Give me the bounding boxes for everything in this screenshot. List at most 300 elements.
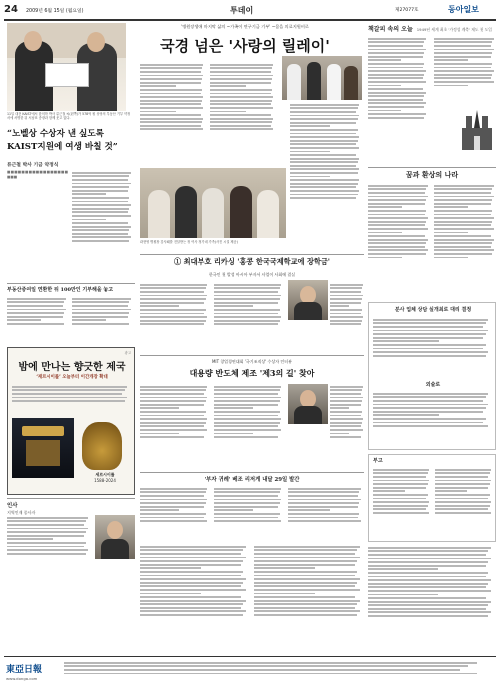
people-section <box>7 501 135 581</box>
text-line <box>7 542 86 544</box>
text-line <box>330 305 349 307</box>
text-line <box>72 316 128 318</box>
text-line <box>373 480 429 482</box>
obituary-box <box>368 454 496 542</box>
text-line <box>330 313 361 315</box>
text-line <box>72 197 129 199</box>
text-line <box>140 415 204 417</box>
text-line <box>368 81 426 83</box>
text-line <box>434 239 494 241</box>
text-line <box>368 249 428 251</box>
text-line <box>210 107 273 109</box>
text-line <box>368 583 488 585</box>
text-line <box>434 63 492 65</box>
people-sub: 지역인재 종사자 <box>7 510 36 515</box>
text-line <box>7 549 88 551</box>
text-line <box>434 56 491 58</box>
text-line <box>434 49 494 51</box>
ad-phone: 1588-2024 <box>94 478 116 483</box>
text-line <box>140 386 207 388</box>
text-line <box>72 179 128 181</box>
text-line <box>140 107 203 109</box>
text-line <box>290 151 330 153</box>
text-line <box>140 578 246 580</box>
text-line <box>140 600 246 602</box>
text-line <box>140 397 207 399</box>
text-line <box>7 517 88 519</box>
text-line <box>368 214 425 216</box>
text-line <box>140 549 243 551</box>
text-line <box>373 348 483 350</box>
text-line <box>64 673 477 675</box>
ad-image <box>12 418 74 478</box>
text-line <box>140 284 207 286</box>
text-line <box>140 103 201 105</box>
feature-body-col1 <box>140 62 206 166</box>
text-line <box>368 85 401 87</box>
text-line <box>210 103 271 105</box>
text-line <box>214 488 281 490</box>
text-line <box>330 411 362 413</box>
text-line <box>373 425 488 427</box>
text-line <box>254 557 360 559</box>
text-line <box>373 330 488 332</box>
text-line <box>435 476 488 478</box>
text-line <box>330 320 362 322</box>
text-line <box>64 662 477 664</box>
text-line <box>140 560 243 562</box>
text-line <box>330 436 361 438</box>
text-line <box>210 125 271 127</box>
text-line <box>368 95 424 97</box>
ad-subtitle: ‘재르시이를’ 오늘부터 이간개장 확대 <box>36 375 108 380</box>
text-line <box>210 128 273 130</box>
text-line <box>290 111 356 113</box>
text-line <box>12 400 125 402</box>
text-line <box>7 316 63 318</box>
text-line <box>214 397 281 399</box>
text-line <box>140 305 179 307</box>
text-line <box>254 585 355 587</box>
text-line <box>140 509 179 511</box>
text-line <box>140 433 179 435</box>
text-line <box>140 564 241 566</box>
text-line <box>434 188 492 190</box>
text-line <box>368 74 424 76</box>
text-line <box>330 302 361 304</box>
text-line <box>368 192 425 194</box>
text-line <box>214 502 280 504</box>
text-line <box>368 49 426 51</box>
text-line <box>434 52 492 54</box>
text-line <box>368 550 488 552</box>
column-body-1 <box>368 183 430 298</box>
text-line <box>140 128 203 130</box>
text-line <box>368 70 426 72</box>
text-line <box>434 59 468 61</box>
text-line <box>368 221 426 223</box>
text-line <box>254 589 360 591</box>
text-line <box>140 607 241 609</box>
text-line <box>373 487 426 489</box>
text-line <box>7 538 53 540</box>
text-line <box>140 585 241 587</box>
banner-body-2 <box>214 282 284 352</box>
text-line <box>210 114 271 116</box>
text-line <box>290 143 356 145</box>
grid-box-notice-title: 외슐로 <box>425 382 441 388</box>
text-line <box>368 99 423 101</box>
award-ceremony-photo <box>7 23 126 111</box>
text-line <box>330 400 362 402</box>
text-line <box>140 78 202 80</box>
photo-caption <box>128 23 132 103</box>
left-article-body <box>7 296 68 344</box>
text-line <box>368 579 491 581</box>
header-rule <box>4 19 496 21</box>
feature-photo-2 <box>140 168 286 238</box>
text-line <box>214 287 280 289</box>
text-line <box>368 601 491 603</box>
text-line <box>140 400 206 402</box>
text-line <box>330 284 363 286</box>
text-line <box>254 614 357 616</box>
text-line <box>214 320 280 322</box>
text-line <box>368 113 426 115</box>
text-line <box>373 512 429 514</box>
text-line <box>368 56 423 58</box>
text-line <box>140 75 203 77</box>
people-portrait <box>95 515 135 559</box>
text-line <box>373 326 483 328</box>
text-line <box>254 603 357 605</box>
text-line <box>368 188 426 190</box>
text-line <box>330 298 362 300</box>
text-line <box>214 495 278 497</box>
column-body-2 <box>434 183 496 298</box>
text-line <box>140 71 201 73</box>
text-line <box>7 531 86 533</box>
text-line <box>7 528 88 530</box>
text-line <box>210 89 272 91</box>
ad-box[interactable] <box>7 347 135 495</box>
text-line <box>140 488 207 490</box>
text-line <box>140 389 206 391</box>
text-line <box>12 389 125 391</box>
text-line <box>330 287 362 289</box>
text-line <box>288 517 358 519</box>
text-line <box>373 422 483 424</box>
text-line <box>140 291 204 293</box>
text-line <box>373 469 429 471</box>
text-line <box>434 232 468 234</box>
text-line <box>210 71 271 73</box>
text-line <box>330 309 362 311</box>
text-line <box>254 571 357 573</box>
text-line <box>330 407 349 409</box>
award-kicker: MIT 창업경연대회 '국기조직상' 수상자 인터뷰 <box>211 359 293 364</box>
text-line <box>368 38 426 40</box>
text-line <box>210 121 272 123</box>
text-line <box>368 561 488 563</box>
text-line <box>214 284 281 286</box>
text-line <box>330 295 363 297</box>
banner-body-3 <box>330 282 364 352</box>
text-line <box>214 316 281 318</box>
text-line <box>214 517 278 519</box>
ad-tag: 광고 <box>124 351 131 355</box>
text-line <box>290 118 358 120</box>
text-line <box>7 323 64 325</box>
text-line <box>434 192 491 194</box>
text-line <box>140 295 207 297</box>
text-line <box>373 396 486 398</box>
text-line <box>254 582 357 584</box>
text-line <box>368 77 423 79</box>
text-line <box>368 608 486 610</box>
text-line <box>435 472 490 474</box>
text-line <box>368 228 428 230</box>
text-line <box>72 204 131 206</box>
text-line <box>368 206 402 208</box>
text-line <box>214 389 280 391</box>
text-line <box>254 549 357 551</box>
text-line <box>72 172 131 174</box>
text-line <box>373 411 483 413</box>
text-line <box>330 389 362 391</box>
text-line <box>72 319 106 321</box>
sidebar-notice-body-1 <box>368 36 428 161</box>
left-article-body-2 <box>72 296 133 344</box>
ad-title: 밤에 만나는 향긋한 제국 <box>18 362 126 373</box>
text-line <box>373 333 486 335</box>
text-line <box>368 597 486 599</box>
text-line <box>290 194 358 196</box>
text-line <box>373 501 429 503</box>
text-line <box>140 491 206 493</box>
issue-date: 2009년 6월 15일 (월요일) <box>26 9 84 14</box>
text-line <box>140 429 207 431</box>
grid-box-title: 분사 업체 상담 실개최로 대리 결정 <box>394 307 472 313</box>
text-line <box>330 422 362 424</box>
text-line <box>330 291 361 293</box>
text-line <box>435 480 491 482</box>
text-line <box>214 298 280 300</box>
text-line <box>140 309 206 311</box>
text-line <box>434 214 491 216</box>
banner-headline: ① 최대부호 리카싱 '홍콩 한국국제학교에 장학금' <box>173 257 331 266</box>
text-line <box>290 176 330 178</box>
text-line <box>368 63 424 65</box>
text-line <box>434 85 468 87</box>
text-line <box>140 316 207 318</box>
text-line <box>140 614 243 616</box>
text-line <box>290 104 359 106</box>
text-line <box>290 125 330 127</box>
text-line <box>290 165 356 167</box>
text-line <box>72 226 131 228</box>
text-line <box>434 242 492 244</box>
text-line <box>64 669 460 671</box>
text-line <box>368 203 425 205</box>
text-line <box>254 564 355 566</box>
ad-brand: 세르시이를 <box>95 472 115 477</box>
text-line <box>368 242 426 244</box>
text-line <box>254 607 355 609</box>
text-line <box>368 88 423 90</box>
text-line <box>214 415 278 417</box>
footer-url: www.donga.com <box>6 676 38 681</box>
text-line <box>254 593 315 595</box>
text-line <box>368 232 402 234</box>
text-line <box>290 197 356 199</box>
text-line <box>214 433 253 435</box>
text-line <box>72 186 129 188</box>
text-line <box>373 418 486 420</box>
bottom-body-far <box>368 545 496 653</box>
text-line <box>7 305 63 307</box>
text-line <box>434 77 491 79</box>
text-line <box>72 305 128 307</box>
text-line <box>290 168 359 170</box>
text-line <box>368 590 491 592</box>
text-line <box>434 67 491 69</box>
text-line <box>368 615 488 617</box>
text-line <box>373 344 486 346</box>
text-line <box>435 487 488 489</box>
text-line <box>140 571 243 573</box>
castle-icon <box>460 106 494 150</box>
text-line <box>214 323 278 325</box>
text-line <box>330 429 363 431</box>
text-line <box>140 67 202 69</box>
text-line <box>140 85 176 87</box>
text-line <box>214 418 281 420</box>
text-line <box>373 351 488 353</box>
text-line <box>7 319 41 321</box>
text-line <box>140 114 201 116</box>
text-line <box>12 386 127 388</box>
text-line <box>373 483 428 485</box>
text-line <box>72 219 106 221</box>
text-line <box>140 125 201 127</box>
text-line <box>140 422 206 424</box>
text-line <box>72 298 131 300</box>
text-line <box>140 520 207 522</box>
text-line <box>373 340 439 342</box>
text-line <box>368 565 486 567</box>
text-line <box>373 404 488 406</box>
award-body-2 <box>214 384 284 468</box>
text-line <box>214 422 280 424</box>
text-line <box>72 240 129 242</box>
text-line <box>64 665 468 667</box>
text-line <box>434 206 468 208</box>
text-line <box>140 100 202 102</box>
text-line <box>288 495 358 497</box>
text-line <box>210 93 271 95</box>
text-line <box>140 418 207 420</box>
text-line <box>140 593 201 595</box>
text-line <box>140 436 204 438</box>
text-line <box>140 118 203 120</box>
banner-body-1 <box>140 282 210 352</box>
text-line <box>140 517 204 519</box>
text-line <box>214 393 278 395</box>
sidebar-notice <box>368 24 496 164</box>
sidebar-notice-title: 책갈피 속의 오늘 <box>368 26 413 33</box>
grid-notice-box <box>368 302 496 450</box>
text-line <box>368 196 428 198</box>
text-line <box>210 67 272 69</box>
text-line <box>210 75 273 77</box>
top-left-headline: “노벨상 수상자 낸 싶도록 KAIST지원에 여생 바칠 것” <box>7 129 118 152</box>
text-line <box>214 295 281 297</box>
text-line <box>434 224 491 226</box>
text-line <box>72 208 129 210</box>
text-line <box>140 393 204 395</box>
text-line <box>435 490 467 492</box>
text-line <box>434 41 492 43</box>
text-line <box>373 498 426 500</box>
text-line <box>330 425 361 427</box>
text-line <box>140 499 207 501</box>
award-headline: 대용량 반도체 제조 '제3의 길' 찾아 <box>189 368 315 378</box>
bottom-mid-title: '부자 귀례' 베조 리저게 내달 29일 발간 <box>204 477 300 483</box>
text-line <box>214 491 280 493</box>
text-line <box>72 222 128 224</box>
text-line <box>290 179 359 181</box>
feature-headline: 국경 넘은 '사랑의 릴레이' <box>160 37 330 55</box>
text-line <box>368 92 426 94</box>
people-title: 인사 <box>7 503 18 509</box>
text-line <box>290 129 358 131</box>
text-line <box>140 320 206 322</box>
bottom-body-left <box>140 544 250 654</box>
text-line <box>290 172 358 174</box>
sidebar-notice-subtitle: 1949년 세계 최초 '가정성 계측' 제도 첫 도입 <box>416 27 492 32</box>
text-line <box>254 553 355 555</box>
text-line <box>435 498 488 500</box>
text-line <box>7 301 64 303</box>
text-line <box>368 604 488 606</box>
top-left-subhead: 류근철 박사 기금 약정식 <box>7 163 59 168</box>
bottom-mid-body-3 <box>288 486 364 541</box>
footer-bar <box>4 658 496 688</box>
top-left-caption: 11일 대전 KAIST에서 한의학 박사 류근철 씨(왼쪽)가 578억 원 상당의 부동산 기부 약정서에 서명한 뒤 서남표 총장과 함께 웃고 있다. <box>7 112 131 121</box>
text-line <box>254 600 360 602</box>
text-line <box>72 211 128 213</box>
text-line <box>210 82 271 84</box>
text-line <box>368 572 488 574</box>
text-line <box>290 107 358 109</box>
text-line <box>140 93 201 95</box>
text-line <box>140 121 202 123</box>
text-line <box>72 229 129 231</box>
text-line <box>210 85 246 87</box>
text-line <box>210 96 273 98</box>
text-line <box>72 301 129 303</box>
text-line <box>373 505 428 507</box>
text-line <box>435 469 491 471</box>
top-left-body-col1: ■■■■■■■■■■■■■■■■■■■■ <box>7 170 68 180</box>
text-line <box>434 210 492 212</box>
text-line <box>7 520 86 522</box>
text-line <box>254 578 360 580</box>
text-line <box>140 425 204 427</box>
text-line <box>368 224 425 226</box>
text-line <box>12 397 127 399</box>
